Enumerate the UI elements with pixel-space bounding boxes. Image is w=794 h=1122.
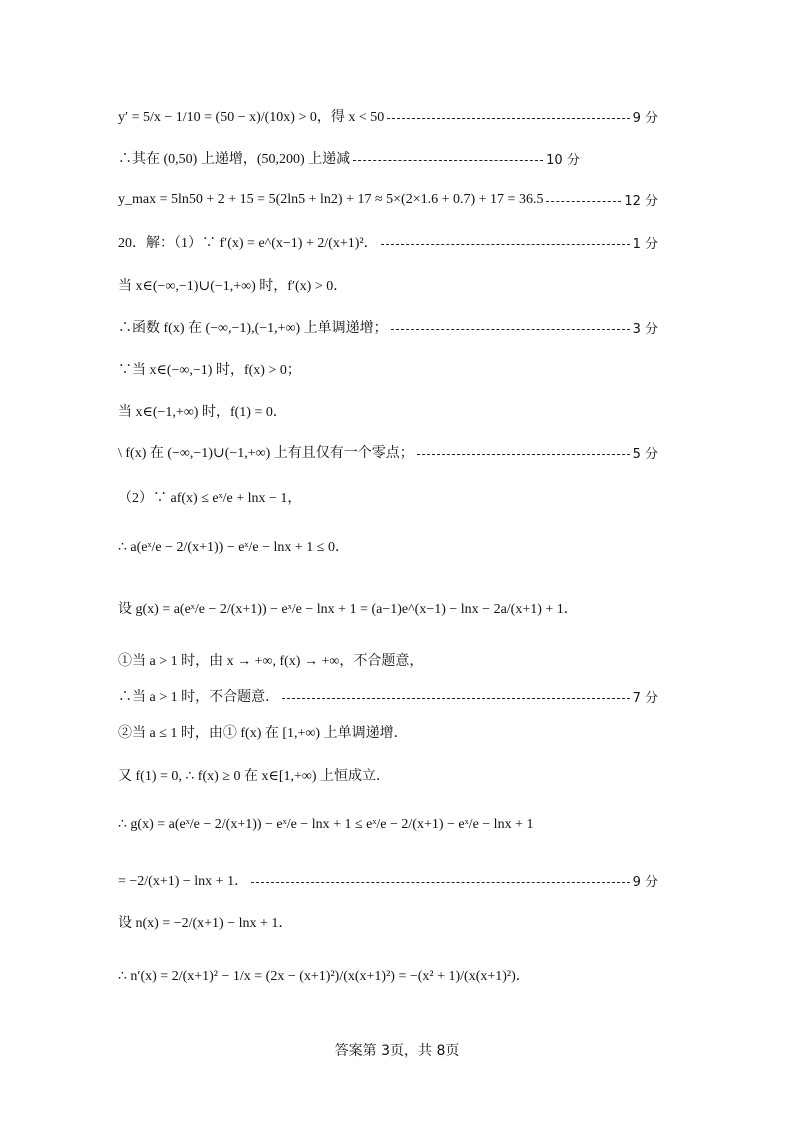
math-text: 当 x∈(−1,+∞) 时，f(1) = 0． bbox=[118, 405, 287, 420]
dash-leader bbox=[391, 329, 630, 330]
dash-leader bbox=[546, 201, 621, 202]
math-text: ①当 a > 1 时，由 x → +∞, f(x) → +∞，不合题意， bbox=[118, 654, 424, 669]
solution-line-10 bbox=[118, 487, 658, 507]
math-text: ②当 a ≤ 1 时，由① f(x) 在 [1,+∞) 上单调递增． bbox=[118, 726, 408, 741]
solution-line-18 bbox=[118, 870, 658, 890]
math-text: ∴当 a > 1 时，不合题意． bbox=[118, 690, 280, 705]
solution-line-20 bbox=[118, 965, 658, 985]
math-text: y_max = 5ln50 + 2 + 15 = 5(2ln5 + ln2) + 17 ≈ 5×(2×1.6 + 0.7) + 17 = 36.5 bbox=[118, 191, 544, 207]
math-text: ∴ a(eˣ/e − 2/(x+1)) − eˣ/e − lnx + 1 ≤ 0． bbox=[118, 540, 349, 555]
solution-line-6 bbox=[118, 317, 658, 337]
math-text: （2）∵ af(x) ≤ eˣ/e + lnx − 1， bbox=[118, 491, 302, 506]
solution-line-17 bbox=[118, 816, 658, 833]
dash-leader bbox=[251, 882, 630, 883]
solution-line-15 bbox=[118, 722, 658, 742]
math-text: ∴其在 (0,50) 上递增，(50,200) 上递减 bbox=[118, 152, 351, 167]
solution-line-5 bbox=[118, 275, 658, 295]
math-text: = −2/(x+1) − lnx + 1． bbox=[118, 874, 249, 889]
score-mark: 9 分 bbox=[632, 874, 658, 890]
score-mark: 10 分 bbox=[546, 152, 580, 168]
score-mark: 5 分 bbox=[632, 446, 658, 462]
solution-line-4 bbox=[118, 232, 658, 252]
math-text: 设 g(x) = a(eˣ/e − 2/(x+1)) − eˣ/e − lnx + 1 = (a−1)e^(x−1) − lnx − 2a/(x+1) + 1． bbox=[118, 602, 578, 617]
score-mark: 9 分 bbox=[632, 110, 658, 126]
solution-line-13 bbox=[118, 650, 658, 670]
math-text: y′ = 5/x − 1/10 = (50 − x)/(10x) > 0，得 x < 50 bbox=[118, 110, 385, 125]
score-mark: 12 分 bbox=[624, 194, 658, 209]
solution-line-9 bbox=[118, 442, 658, 462]
solution-line-16 bbox=[118, 765, 658, 785]
solution-line-2 bbox=[118, 148, 658, 168]
solution-line-19 bbox=[118, 912, 658, 932]
math-text: 设 n(x) = −2/(x+1) − lnx + 1． bbox=[118, 916, 293, 931]
math-text: 20．解：（1）∵ f′(x) = e^(x−1) + 2/(x+1)²． bbox=[118, 236, 378, 251]
solution-line-1 bbox=[118, 106, 658, 126]
solution-line-3 bbox=[118, 190, 658, 209]
score-mark: 7 分 bbox=[632, 690, 658, 706]
solution-line-12 bbox=[118, 598, 658, 618]
math-text: ∴函数 f(x) 在 (−∞,−1),(−1,+∞) 上单调递增； bbox=[118, 321, 388, 336]
dash-leader bbox=[282, 698, 629, 699]
score-mark: 1 分 bbox=[632, 236, 658, 252]
math-text: ∵当 x∈(−∞,−1) 时，f(x) > 0； bbox=[118, 363, 301, 378]
dash-leader bbox=[353, 160, 543, 161]
page-footer: 答案第 3页，共 8页 bbox=[334, 1043, 460, 1059]
math-text: ∴ n′(x) = 2/(x+1)² − 1/x = (2x − (x+1)²)/(x(x+1)²) = −(x² + 1)/(x(x+1)²)． bbox=[118, 969, 530, 984]
score-mark: 3 分 bbox=[632, 321, 658, 337]
solution-line-14 bbox=[118, 686, 658, 706]
math-text: \ f(x) 在 (−∞,−1)∪(−1,+∞) 上有且仅有一个零点； bbox=[118, 446, 414, 461]
solution-line-8 bbox=[118, 401, 658, 421]
math-text: 又 f(1) = 0, ∴ f(x) ≥ 0 在 x∈[1,+∞) 上恒成立． bbox=[118, 769, 391, 784]
dash-leader bbox=[381, 244, 630, 245]
solution-line-11 bbox=[118, 536, 658, 556]
math-text: 当 x∈(−∞,−1)∪(−1,+∞) 时，f′(x) > 0． bbox=[118, 279, 348, 294]
math-text: ∴ g(x) = a(eˣ/e − 2/(x+1)) − eˣ/e − lnx + 1 ≤ eˣ/e − 2/(x+1) − eˣ/e − lnx + 1 bbox=[118, 817, 534, 832]
dash-leader bbox=[417, 454, 630, 455]
solution-line-7 bbox=[118, 359, 658, 379]
dash-leader bbox=[387, 118, 629, 119]
